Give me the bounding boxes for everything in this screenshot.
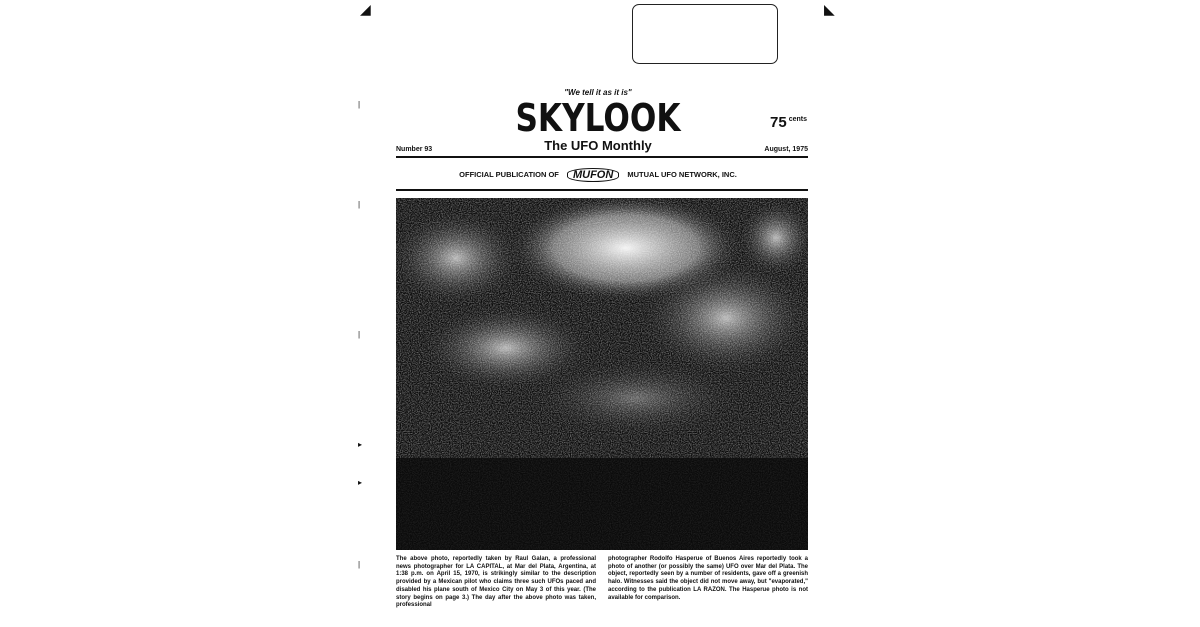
subtitle: The UFO Monthly <box>544 138 652 153</box>
official-prefix: OFFICIAL PUBLICATION OF <box>459 169 559 179</box>
corner-mark-top-right: ◣ <box>824 1 835 17</box>
official-suffix: MUTUAL UFO NETWORK, INC. <box>627 169 737 179</box>
ufo-photo <box>396 198 808 550</box>
photo-caption-right: photographer Rodolfo Hasperue of Buenos Aires reportedly took a photo of another (or possibly the same) UFO over Mar del Plata. The object, reportedly seen by a number of residents, gave off a greenish halo. Witnesses said the object did not move away, but "evaporated," according to the publication LA RAZON. The Hasperue photo is not available for comparison. <box>608 556 808 601</box>
margin-tick: ▸ <box>358 478 363 487</box>
header-rule-bottom <box>396 189 808 191</box>
price-value: 75 <box>770 114 787 131</box>
corner-mark-top-left: ◢ <box>360 1 371 17</box>
margin-tick: | <box>358 330 361 339</box>
price <box>770 114 807 131</box>
margin-tick: | <box>358 100 361 109</box>
official-publication-line <box>358 168 838 182</box>
issue-date: August, 1975 <box>764 146 808 153</box>
magazine-cover-page <box>358 0 838 627</box>
issue-number: Number 93 <box>396 146 433 153</box>
mufon-logo: MUFON <box>567 168 619 182</box>
stamp-box <box>632 4 778 64</box>
margin-tick: | <box>358 200 361 209</box>
tagline: "We tell it as it is" <box>564 88 632 97</box>
margin-tick: | <box>358 560 361 569</box>
photo-caption-left: The above photo, reportedly taken by Raul Galan, a professional news photographer for LA CAPITAL, at Mar del Plata, Argentina, at 1:38 p.m. on April 15, 1970, is strikingly similar to the description provided by a Mexican pilot who claims three such UFOs paced and disabled his plane south of Mexico City on May 3 of this year. (The story begins on page 3.) The day after the above photo was taken, professional <box>396 556 596 609</box>
margin-tick: ▸ <box>358 440 363 449</box>
ufo-photo-image <box>396 198 808 550</box>
header-rule-top <box>396 156 808 158</box>
masthead-title: SKYLOOK <box>515 96 681 140</box>
price-unit: cents <box>788 116 807 123</box>
